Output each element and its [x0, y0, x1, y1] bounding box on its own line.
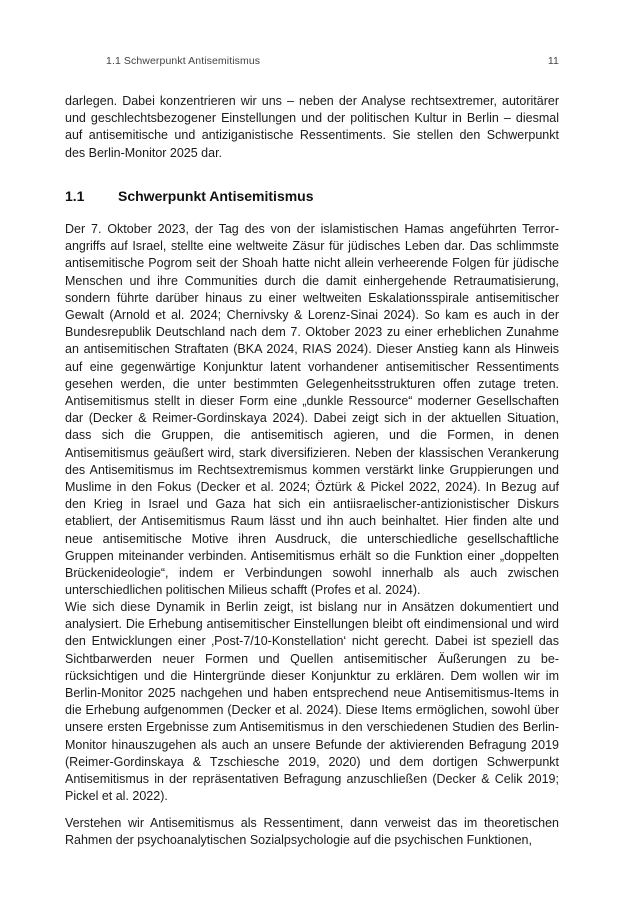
paragraph-text: Wie sich diese Dynamik in Berlin zeigt, ist bislang nur in Ansätzen dokumentiert und analysiert. Die Erhebung antisemitischer Einstellungen bleibt oft eindimensional und wird den Entwicklungen einer ‚Post-7/10-Konstellation‘ nicht gerecht. Dabei ist speziell das Sichtbarwerden neuer Formen und Quellen antisemitischer Äußerungen zu berücksichtigen und die Hintergründe dieser Konjunktur zu erklären. Dem wollen wir im Berlin-Monitor 2025 nachgehen und haben entsprechend neue Antisemitismus-Items in die Erhebung aufgenommen (Decker et al. 2024). Diese Items ermöglichen, sowohl über unsere ersten Ergebnisse zum Antisemitismus in den verschiedenen Studien des Berlin-Monitor hinauszugehen als auch an unsere Befunde der aktivierenden Befragung 2019 (Reimer-Gordinskaya & Tzschiesche 2019, 2020) und dem dortigen Schwerpunkt Antisemitismus in der repräsentativen Befragung anzuschließen (Decker & Celik 2019; Pickel et al. 2022). [65, 600, 559, 804]
running-header-title: 1.1 Schwerpunkt Antisemitismus [106, 55, 261, 67]
page-number: 11 [547, 55, 559, 67]
paragraph-text: darlegen. Dabei konzentrieren wir uns – neben der Analyse rechtsextremer, autoritärer und geschlechtsbezogener Einstellungen und der politischen Kultur in Berlin – diesmal auf antisemitische und antiziganistische Ressentiments. Sie stellen den Schwerpunkt des Berlin-Monitor 2025 dar. [65, 94, 559, 160]
body-paragraph [65, 221, 559, 599]
section-title: Schwerpunkt Antisemitismus [118, 188, 314, 204]
body-paragraph [65, 815, 559, 849]
paragraph-text: Der 7. Oktober 2023, der Tag des von der islamistischen Hamas angeführten Terrorangriffs auf Israel, stellte eine weltweite Zäsur für jüdisches Leben dar. Das schlimmste antisemitische Pogrom seit der Shoah hatte nicht allein verheerende Folgen für jüdische Menschen und ihre Communities durch die damit einhergehende Retraumatisierung, sondern führte darüber hinaus zu einer weltweiten Eskalationsspirale antisemitischer Gewalt (Arnold et al. 2024; Chernivsky & Lorenz-Sinai 2024). So kam es auch in der Bundesrepublik Deutschland nach dem 7. Oktober 2023 zu einer erheblichen Zunahme an antisemitischen Straftaten (BKA 2024, RIAS 2024). Dieser Anstieg kann als Hinweis auf eine gegenwärtige Konjunktur latent vorhandener antisemitischer Ressentiments gesehen werden, die unter bestimmten Gelegenheitsstrukturen offen zutage treten. Antisemitismus stellt in dieser Form eine „dunkle Ressource“ moderner Gesellschaften dar (Decker & Reimer-Gordinskaya 2024). Dabei zeigt sich in der aktuellen Situation, dass sich die Gruppen, die antisemitisch agieren, und die Formen, in denen Antisemitismus geäußert wird, stark diversifizieren. Neben der klassischen Verankerung des Antisemitismus im Rechtsextremismus kommen verstärkt linke Gruppierungen und Muslime in den Fokus (Decker et al. 2024; Öztürk & Pickel 2022, 2024). In Bezug auf den Krieg in Israel und Gaza hat sich ein antiisraelischer-antizionistischer Diskurs etabliert, der Antisemitismus Raum lässt und ihn auch beinhaltet. Hier finden alte und neue antisemitische Motive ihren Ausdruck, die unterschiedliche gesellschaftliche Gruppen miteinander verbinden. Antisemitismus erhält so die Funktion einer „doppelten Brückenideologie“, indem er Verbindungen sowohl innerhalb als auch zwischen unterschiedlichen politischen Milieus schafft (Profes et al. 2024). [65, 222, 559, 598]
intro-paragraph [65, 93, 559, 162]
running-header [106, 55, 559, 69]
section-number: 1.1 [65, 188, 85, 204]
paragraph-text: Verstehen wir Antisemitismus als Ressentiment, dann verweist das im theoretischen Rahmen der psychoanalytischen Sozialpsychologie auf die psychischen Funktionen, [65, 816, 559, 848]
body-paragraph [65, 599, 559, 805]
